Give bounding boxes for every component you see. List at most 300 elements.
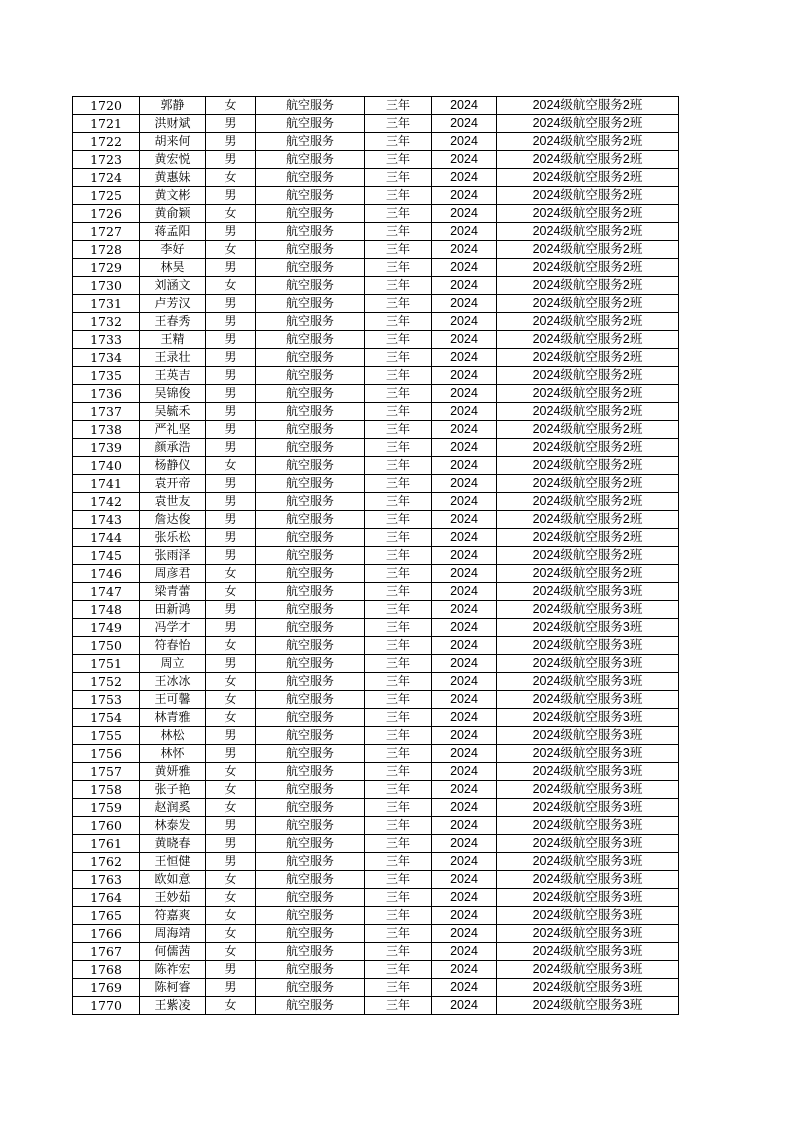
duration-cell: 三年	[365, 439, 432, 457]
gender-cell: 男	[206, 817, 256, 835]
class-cell: 2024级航空服务3班	[497, 835, 679, 853]
gender-cell: 女	[206, 889, 256, 907]
gender-cell: 男	[206, 349, 256, 367]
row-number-cell: 1734	[73, 349, 140, 367]
gender-cell: 女	[206, 709, 256, 727]
row-number-cell: 1745	[73, 547, 140, 565]
class-cell: 2024级航空服务3班	[497, 745, 679, 763]
gender-cell: 女	[206, 169, 256, 187]
name-cell: 王紫凌	[140, 997, 206, 1015]
duration-cell: 三年	[365, 943, 432, 961]
major-cell: 航空服务	[256, 511, 365, 529]
gender-cell: 男	[206, 601, 256, 619]
row-number-cell: 1729	[73, 259, 140, 277]
class-cell: 2024级航空服务2班	[497, 493, 679, 511]
duration-cell: 三年	[365, 997, 432, 1015]
gender-cell: 女	[206, 277, 256, 295]
class-cell: 2024级航空服务3班	[497, 763, 679, 781]
year-cell: 2024	[432, 673, 497, 691]
gender-cell: 男	[206, 115, 256, 133]
class-cell: 2024级航空服务2班	[497, 511, 679, 529]
major-cell: 航空服务	[256, 835, 365, 853]
name-cell: 袁世友	[140, 493, 206, 511]
table-row	[73, 331, 679, 349]
duration-cell: 三年	[365, 961, 432, 979]
class-cell: 2024级航空服务2班	[497, 349, 679, 367]
table-row	[73, 457, 679, 475]
duration-cell: 三年	[365, 367, 432, 385]
gender-cell: 男	[206, 259, 256, 277]
row-number-cell: 1767	[73, 943, 140, 961]
name-cell: 吴锦俊	[140, 385, 206, 403]
duration-cell: 三年	[365, 493, 432, 511]
gender-cell: 男	[206, 223, 256, 241]
gender-cell: 男	[206, 961, 256, 979]
name-cell: 黄晓春	[140, 835, 206, 853]
duration-cell: 三年	[365, 799, 432, 817]
row-number-cell: 1761	[73, 835, 140, 853]
year-cell: 2024	[432, 115, 497, 133]
major-cell: 航空服务	[256, 889, 365, 907]
table-row	[73, 799, 679, 817]
gender-cell: 男	[206, 853, 256, 871]
name-cell: 林怀	[140, 745, 206, 763]
row-number-cell: 1727	[73, 223, 140, 241]
major-cell: 航空服务	[256, 781, 365, 799]
class-cell: 2024级航空服务3班	[497, 853, 679, 871]
name-cell: 符嘉爽	[140, 907, 206, 925]
row-number-cell: 1764	[73, 889, 140, 907]
row-number-cell: 1749	[73, 619, 140, 637]
name-cell: 林昊	[140, 259, 206, 277]
class-cell: 2024级航空服务2班	[497, 565, 679, 583]
major-cell: 航空服务	[256, 943, 365, 961]
table-row	[73, 601, 679, 619]
row-number-cell: 1733	[73, 331, 140, 349]
year-cell: 2024	[432, 475, 497, 493]
gender-cell: 女	[206, 943, 256, 961]
row-number-cell: 1746	[73, 565, 140, 583]
duration-cell: 三年	[365, 421, 432, 439]
row-number-cell: 1765	[73, 907, 140, 925]
table-row	[73, 187, 679, 205]
gender-cell: 男	[206, 295, 256, 313]
gender-cell: 女	[206, 673, 256, 691]
major-cell: 航空服务	[256, 367, 365, 385]
duration-cell: 三年	[365, 637, 432, 655]
year-cell: 2024	[432, 169, 497, 187]
major-cell: 航空服务	[256, 709, 365, 727]
name-cell: 王英吉	[140, 367, 206, 385]
year-cell: 2024	[432, 457, 497, 475]
gender-cell: 男	[206, 367, 256, 385]
duration-cell: 三年	[365, 331, 432, 349]
major-cell: 航空服务	[256, 961, 365, 979]
row-number-cell: 1768	[73, 961, 140, 979]
gender-cell: 女	[206, 637, 256, 655]
class-cell: 2024级航空服务2班	[497, 223, 679, 241]
row-number-cell: 1763	[73, 871, 140, 889]
duration-cell: 三年	[365, 529, 432, 547]
duration-cell: 三年	[365, 277, 432, 295]
duration-cell: 三年	[365, 763, 432, 781]
major-cell: 航空服务	[256, 385, 365, 403]
class-cell: 2024级航空服务3班	[497, 637, 679, 655]
row-number-cell: 1725	[73, 187, 140, 205]
row-number-cell: 1730	[73, 277, 140, 295]
gender-cell: 男	[206, 313, 256, 331]
duration-cell: 三年	[365, 925, 432, 943]
major-cell: 航空服务	[256, 439, 365, 457]
year-cell: 2024	[432, 403, 497, 421]
year-cell: 2024	[432, 205, 497, 223]
row-number-cell: 1751	[73, 655, 140, 673]
row-number-cell: 1724	[73, 169, 140, 187]
major-cell: 航空服务	[256, 907, 365, 925]
duration-cell: 三年	[365, 403, 432, 421]
class-cell: 2024级航空服务2班	[497, 187, 679, 205]
gender-cell: 男	[206, 745, 256, 763]
class-cell: 2024级航空服务2班	[497, 457, 679, 475]
gender-cell: 男	[206, 439, 256, 457]
gender-cell: 男	[206, 547, 256, 565]
row-number-cell: 1747	[73, 583, 140, 601]
class-cell: 2024级航空服务2班	[497, 259, 679, 277]
row-number-cell: 1759	[73, 799, 140, 817]
year-cell: 2024	[432, 601, 497, 619]
year-cell: 2024	[432, 691, 497, 709]
duration-cell: 三年	[365, 781, 432, 799]
duration-cell: 三年	[365, 349, 432, 367]
duration-cell: 三年	[365, 241, 432, 259]
major-cell: 航空服务	[256, 295, 365, 313]
table-row	[73, 205, 679, 223]
table-row	[73, 817, 679, 835]
table-row	[73, 367, 679, 385]
year-cell: 2024	[432, 709, 497, 727]
duration-cell: 三年	[365, 511, 432, 529]
name-cell: 袁开帝	[140, 475, 206, 493]
year-cell: 2024	[432, 385, 497, 403]
gender-cell: 女	[206, 457, 256, 475]
row-number-cell: 1728	[73, 241, 140, 259]
major-cell: 航空服务	[256, 583, 365, 601]
class-cell: 2024级航空服务2班	[497, 205, 679, 223]
year-cell: 2024	[432, 619, 497, 637]
duration-cell: 三年	[365, 259, 432, 277]
table-row	[73, 133, 679, 151]
major-cell: 航空服务	[256, 169, 365, 187]
table-row	[73, 547, 679, 565]
year-cell: 2024	[432, 781, 497, 799]
table-row	[73, 295, 679, 313]
major-cell: 航空服务	[256, 115, 365, 133]
year-cell: 2024	[432, 835, 497, 853]
class-cell: 2024级航空服务3班	[497, 871, 679, 889]
duration-cell: 三年	[365, 871, 432, 889]
major-cell: 航空服务	[256, 997, 365, 1015]
class-cell: 2024级航空服务2班	[497, 529, 679, 547]
duration-cell: 三年	[365, 313, 432, 331]
name-cell: 王恒健	[140, 853, 206, 871]
row-number-cell: 1722	[73, 133, 140, 151]
row-number-cell: 1743	[73, 511, 140, 529]
name-cell: 林泰发	[140, 817, 206, 835]
table-row	[73, 853, 679, 871]
gender-cell: 女	[206, 97, 256, 115]
name-cell: 王春秀	[140, 313, 206, 331]
row-number-cell: 1726	[73, 205, 140, 223]
name-cell: 林青雅	[140, 709, 206, 727]
name-cell: 赵润奚	[140, 799, 206, 817]
name-cell: 李好	[140, 241, 206, 259]
gender-cell: 男	[206, 511, 256, 529]
duration-cell: 三年	[365, 691, 432, 709]
table-row	[73, 943, 679, 961]
table-row	[73, 727, 679, 745]
gender-cell: 男	[206, 133, 256, 151]
major-cell: 航空服务	[256, 241, 365, 259]
year-cell: 2024	[432, 331, 497, 349]
year-cell: 2024	[432, 223, 497, 241]
duration-cell: 三年	[365, 889, 432, 907]
class-cell: 2024级航空服务3班	[497, 961, 679, 979]
major-cell: 航空服务	[256, 187, 365, 205]
table-row	[73, 421, 679, 439]
gender-cell: 男	[206, 403, 256, 421]
row-number-cell: 1757	[73, 763, 140, 781]
name-cell: 黄惠妹	[140, 169, 206, 187]
major-cell: 航空服务	[256, 673, 365, 691]
name-cell: 符春怡	[140, 637, 206, 655]
class-cell: 2024级航空服务2班	[497, 241, 679, 259]
name-cell: 周彦君	[140, 565, 206, 583]
name-cell: 王妙茹	[140, 889, 206, 907]
table-row	[73, 763, 679, 781]
table-row	[73, 781, 679, 799]
class-cell: 2024级航空服务2班	[497, 277, 679, 295]
name-cell: 刘涵文	[140, 277, 206, 295]
name-cell: 王冰冰	[140, 673, 206, 691]
duration-cell: 三年	[365, 223, 432, 241]
name-cell: 黄妍雅	[140, 763, 206, 781]
table-row	[73, 979, 679, 997]
gender-cell: 男	[206, 655, 256, 673]
major-cell: 航空服务	[256, 655, 365, 673]
class-cell: 2024级航空服务3班	[497, 979, 679, 997]
table-row	[73, 313, 679, 331]
row-number-cell: 1753	[73, 691, 140, 709]
gender-cell: 女	[206, 997, 256, 1015]
year-cell: 2024	[432, 799, 497, 817]
table-row	[73, 925, 679, 943]
year-cell: 2024	[432, 529, 497, 547]
name-cell: 吴毓禾	[140, 403, 206, 421]
row-number-cell: 1720	[73, 97, 140, 115]
duration-cell: 三年	[365, 97, 432, 115]
duration-cell: 三年	[365, 745, 432, 763]
row-number-cell: 1770	[73, 997, 140, 1015]
major-cell: 航空服务	[256, 637, 365, 655]
name-cell: 杨静仪	[140, 457, 206, 475]
major-cell: 航空服务	[256, 979, 365, 997]
row-number-cell: 1737	[73, 403, 140, 421]
name-cell: 卢芳汉	[140, 295, 206, 313]
class-cell: 2024级航空服务2班	[497, 313, 679, 331]
row-number-cell: 1735	[73, 367, 140, 385]
major-cell: 航空服务	[256, 619, 365, 637]
gender-cell: 女	[206, 907, 256, 925]
table-row	[73, 691, 679, 709]
year-cell: 2024	[432, 817, 497, 835]
name-cell: 詹达俊	[140, 511, 206, 529]
major-cell: 航空服务	[256, 133, 365, 151]
major-cell: 航空服务	[256, 763, 365, 781]
major-cell: 航空服务	[256, 97, 365, 115]
class-cell: 2024级航空服务2班	[497, 331, 679, 349]
name-cell: 王录壮	[140, 349, 206, 367]
name-cell: 郭静	[140, 97, 206, 115]
major-cell: 航空服务	[256, 745, 365, 763]
class-cell: 2024级航空服务3班	[497, 907, 679, 925]
major-cell: 航空服务	[256, 313, 365, 331]
year-cell: 2024	[432, 925, 497, 943]
major-cell: 航空服务	[256, 853, 365, 871]
year-cell: 2024	[432, 889, 497, 907]
year-cell: 2024	[432, 565, 497, 583]
major-cell: 航空服务	[256, 457, 365, 475]
table-row	[73, 475, 679, 493]
year-cell: 2024	[432, 187, 497, 205]
class-cell: 2024级航空服务2班	[497, 439, 679, 457]
row-number-cell: 1732	[73, 313, 140, 331]
table-row	[73, 997, 679, 1015]
table-row	[73, 637, 679, 655]
gender-cell: 女	[206, 781, 256, 799]
class-cell: 2024级航空服务3班	[497, 943, 679, 961]
gender-cell: 男	[206, 331, 256, 349]
major-cell: 航空服务	[256, 205, 365, 223]
table-row	[73, 529, 679, 547]
year-cell: 2024	[432, 907, 497, 925]
year-cell: 2024	[432, 277, 497, 295]
year-cell: 2024	[432, 727, 497, 745]
year-cell: 2024	[432, 367, 497, 385]
duration-cell: 三年	[365, 385, 432, 403]
name-cell: 张雨泽	[140, 547, 206, 565]
name-cell: 梁青蕾	[140, 583, 206, 601]
row-number-cell: 1755	[73, 727, 140, 745]
duration-cell: 三年	[365, 709, 432, 727]
name-cell: 冯学才	[140, 619, 206, 637]
year-cell: 2024	[432, 583, 497, 601]
duration-cell: 三年	[365, 133, 432, 151]
year-cell: 2024	[432, 295, 497, 313]
class-cell: 2024级航空服务3班	[497, 691, 679, 709]
duration-cell: 三年	[365, 619, 432, 637]
name-cell: 黄俞颖	[140, 205, 206, 223]
major-cell: 航空服务	[256, 421, 365, 439]
table-row	[73, 385, 679, 403]
year-cell: 2024	[432, 655, 497, 673]
name-cell: 陈柯睿	[140, 979, 206, 997]
table-body	[73, 97, 679, 1015]
major-cell: 航空服务	[256, 259, 365, 277]
name-cell: 田新鸿	[140, 601, 206, 619]
class-cell: 2024级航空服务3班	[497, 709, 679, 727]
name-cell: 蒋孟阳	[140, 223, 206, 241]
year-cell: 2024	[432, 97, 497, 115]
duration-cell: 三年	[365, 907, 432, 925]
major-cell: 航空服务	[256, 403, 365, 421]
major-cell: 航空服务	[256, 475, 365, 493]
duration-cell: 三年	[365, 475, 432, 493]
year-cell: 2024	[432, 763, 497, 781]
class-cell: 2024级航空服务2班	[497, 385, 679, 403]
duration-cell: 三年	[365, 817, 432, 835]
name-cell: 何儒茜	[140, 943, 206, 961]
duration-cell: 三年	[365, 673, 432, 691]
name-cell: 王可馨	[140, 691, 206, 709]
major-cell: 航空服务	[256, 925, 365, 943]
student-table	[72, 96, 679, 1015]
year-cell: 2024	[432, 871, 497, 889]
gender-cell: 女	[206, 763, 256, 781]
table-row	[73, 277, 679, 295]
row-number-cell: 1740	[73, 457, 140, 475]
gender-cell: 男	[206, 385, 256, 403]
gender-cell: 女	[206, 583, 256, 601]
row-number-cell: 1758	[73, 781, 140, 799]
year-cell: 2024	[432, 961, 497, 979]
row-number-cell: 1723	[73, 151, 140, 169]
duration-cell: 三年	[365, 205, 432, 223]
table-row	[73, 907, 679, 925]
major-cell: 航空服务	[256, 529, 365, 547]
table-row	[73, 169, 679, 187]
gender-cell: 男	[206, 835, 256, 853]
class-cell: 2024级航空服务3班	[497, 799, 679, 817]
gender-cell: 男	[206, 727, 256, 745]
year-cell: 2024	[432, 151, 497, 169]
gender-cell: 女	[206, 799, 256, 817]
major-cell: 航空服务	[256, 277, 365, 295]
gender-cell: 男	[206, 529, 256, 547]
gender-cell: 男	[206, 619, 256, 637]
gender-cell: 男	[206, 151, 256, 169]
major-cell: 航空服务	[256, 493, 365, 511]
class-cell: 2024级航空服务3班	[497, 889, 679, 907]
table-row	[73, 241, 679, 259]
major-cell: 航空服务	[256, 601, 365, 619]
table-row	[73, 583, 679, 601]
name-cell: 严礼坚	[140, 421, 206, 439]
major-cell: 航空服务	[256, 151, 365, 169]
row-number-cell: 1769	[73, 979, 140, 997]
major-cell: 航空服务	[256, 871, 365, 889]
gender-cell: 女	[206, 691, 256, 709]
table-row	[73, 223, 679, 241]
table-row	[73, 871, 679, 889]
table-row	[73, 709, 679, 727]
row-number-cell: 1766	[73, 925, 140, 943]
gender-cell: 女	[206, 925, 256, 943]
name-cell: 林松	[140, 727, 206, 745]
table-row	[73, 961, 679, 979]
row-number-cell: 1754	[73, 709, 140, 727]
duration-cell: 三年	[365, 457, 432, 475]
duration-cell: 三年	[365, 979, 432, 997]
